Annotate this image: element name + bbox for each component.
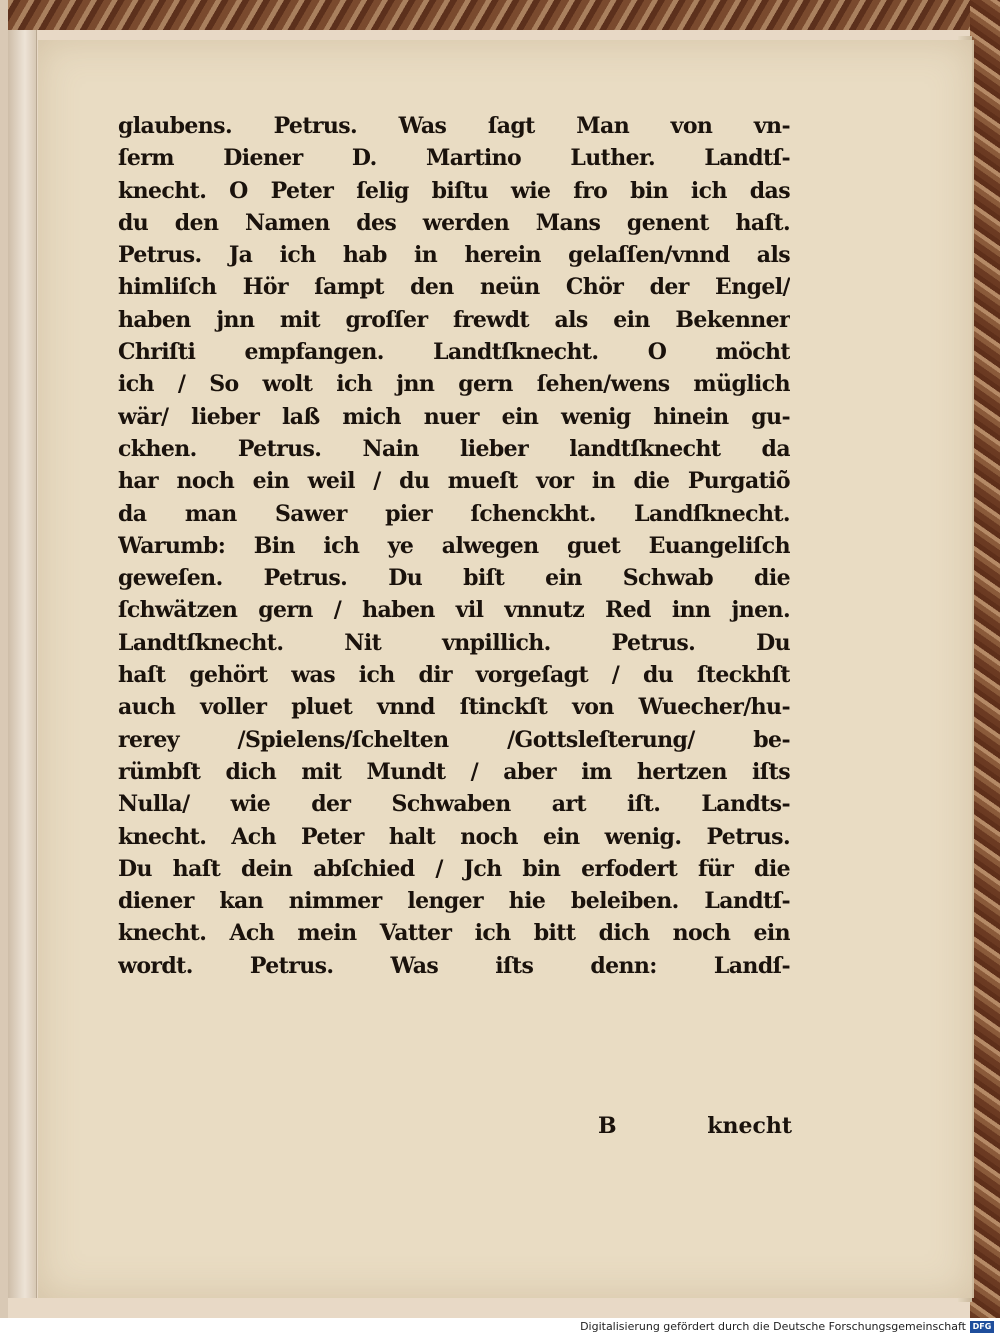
text-line: Chriſti empfangen. Landtſknecht. O möcht: [118, 339, 790, 366]
text-line: Nulla/ wie der Schwaben art iſt. Landts-: [118, 791, 790, 818]
text-line: da man Sawer pier ſchenckht. Landſknecht.: [118, 500, 790, 527]
dfg-logo-icon: DFG: [970, 1321, 994, 1333]
funding-credit: Digitalisierung gefördert durch die Deutsche Forschungsgemeinschaft: [580, 1320, 966, 1333]
credit-bar: [0, 1318, 1000, 1335]
text-line: ſchwätzen gern / haben vil vnnutz Red inn jnen.: [118, 597, 790, 624]
text-line: Du haſt dein abſchied / Jch bin erfodert für die: [118, 855, 790, 882]
text-line: geweſen. Petrus. Du biſt ein Schwab die: [118, 565, 790, 592]
text-line: diener kan nimmer lenger hie beleiben. Landtſ-: [118, 888, 790, 915]
text-line: du den Namen des werden Mans genent haſt.: [118, 209, 790, 236]
text-line: ich / So wolt ich jnn gern ſehen/wens müglich: [118, 371, 790, 398]
book-gutter: [8, 30, 37, 1298]
text-line: Petrus. Ja ich hab in herein gelaſſen/vnnd als: [118, 242, 790, 269]
text-line: haben jnn mit groſſer frewdt als ein Bekenner: [118, 306, 790, 333]
text-line: wordt. Petrus. Was iſts denn: Landſ-: [118, 952, 790, 979]
cover-left-edge: [0, 0, 8, 1318]
text-line: Warumb: Bin ich ye alwegen guet Euangeliſch: [118, 532, 790, 559]
text-line: knecht. Ach mein Vatter ich bitt dich noch ein: [118, 920, 790, 947]
text-line: rümbſt dich mit Mundt / aber im hertzen iſts: [118, 758, 790, 785]
text-line: knecht. O Peter ſelig biſtu wie fro bin ich das: [118, 177, 790, 204]
text-line: auch voller pluet vnnd ſtinckſt von Wuecher/hu-: [118, 694, 790, 721]
text-line: glaubens. Petrus. Was ſagt Man von vn-: [118, 113, 790, 139]
text-line: ckhen. Petrus. Nain lieber landtſknecht da: [118, 435, 790, 462]
text-line: Landtſknecht. Nit vnpillich. Petrus. Du: [118, 629, 790, 656]
text-line: rerey /Spielens/ſchelten /Gottsleſterung/ be-: [118, 726, 790, 753]
text-line: haſt gehört was ich dir vorgeſagt / du ſteckhſt: [118, 662, 790, 689]
text-line: ſerm Diener D. Martino Luther. Landtſ-: [118, 145, 790, 172]
text-line: wär/ lieber laß mich nuer ein wenig hinein gu-: [118, 403, 790, 430]
page-footer: [598, 1110, 792, 1142]
text-line: har noch ein weil / du mueſt vor in die Purgatiõ: [118, 468, 790, 495]
text-line: himliſch Hör ſampt den neün Chör der Engel/: [118, 274, 790, 301]
catchword: knecht: [707, 1113, 792, 1139]
signature-mark: B: [598, 1113, 617, 1139]
text-line: knecht. Ach Peter halt noch ein wenig. Petrus.: [118, 823, 790, 850]
cover-right-edge: [970, 0, 1000, 1318]
page-text: [118, 110, 790, 982]
cover-top-edge: [0, 0, 1000, 30]
